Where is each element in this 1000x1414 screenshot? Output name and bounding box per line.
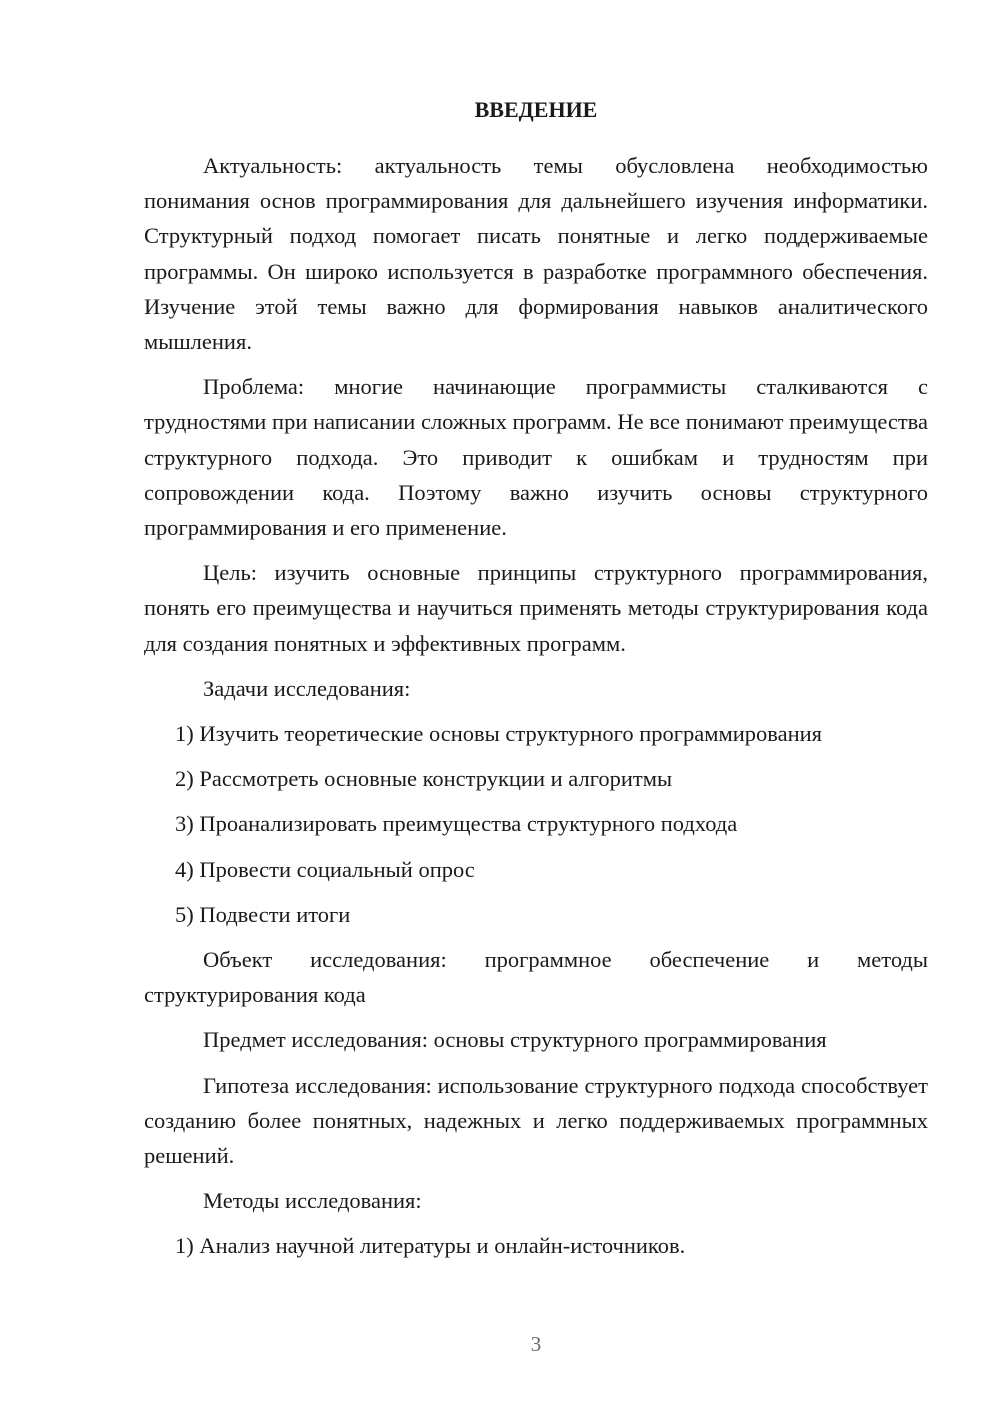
paragraph-hypothesis: Гипотеза исследования: использование структурного подхода способствует созданию более понятных, надежных и легко поддерживаемых программных решений.: [144, 1072, 928, 1169]
page-content: [144, 92, 928, 1274]
task-item: 3) Проанализировать преимущества структурного подхода: [175, 811, 738, 837]
tasks-heading: Задачи исследования:: [203, 675, 411, 701]
task-item: 2) Рассмотреть основные конструкции и алгоритмы: [175, 766, 673, 792]
paragraph-relevance: Актуальность: актуальность темы обусловлена необходимостью понимания основ программирования для дальнейшего изучения информатики. Структурный подход помогает писать понятные и легко поддерживаемые программы. Он широко используется в разработке программного обеспечения. Изучение этой темы важно для формирования навыков аналитического мышления.: [144, 153, 928, 355]
method-item: 1) Анализ научной литературы и онлайн-источников.: [175, 1233, 686, 1259]
methods-heading: Методы исследования:: [203, 1188, 422, 1214]
paragraph-object: Объект исследования: программное обеспечение и методы структурирования кода: [144, 947, 928, 1008]
paragraph-goal: Цель: изучить основные принципы структурного программирования, понять его преимущества и научиться применять методы структурирования кода для создания понятных и эффективных программ.: [144, 560, 928, 656]
page-title: ВВЕДЕНИЕ: [474, 97, 598, 122]
task-item: 1) Изучить теоретические основы структурного программирования: [175, 721, 822, 747]
paragraph-problem: Проблема: многие начинающие программисты сталкиваются с трудностями при написании сложных программ. Не все понимают преимущества структурного подхода. Это приводит к ошибкам и трудностям при сопровождении кода. Поэтому важно изучить основы структурного программирования и его применение.: [144, 374, 928, 541]
task-item: 5) Подвести итоги: [175, 901, 351, 927]
paragraph-subject: Предмет исследования: основы структурного программирования: [203, 1027, 827, 1053]
task-item: 4) Провести социальный опрос: [175, 856, 475, 882]
page-number: 3: [530, 1332, 542, 1356]
